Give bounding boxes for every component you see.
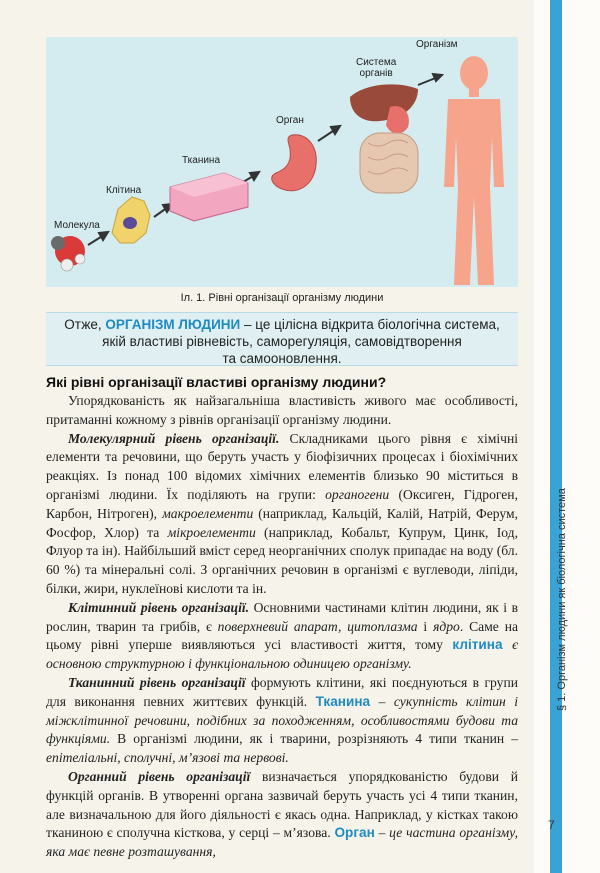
paragraph-organ: Органний рівень організації визначається упорядкованістю будови й функцій органів. В утворенні органа зазвичай беруть участь усі 4 типи тканин, але визначальною для його діяльності є якась одна. Наприклад, у кістках такою тканиною є сполучна кісткова, у серці – м’язова. Орган – це частина організму, яка має певне розташування,: [46, 768, 518, 860]
page-margin: [534, 0, 600, 873]
running-header: § 1. Організм людини як біологічна система: [556, 488, 568, 711]
definition-box: Отже, ОРГАНІЗМ ЛЮДИНИ – це цілісна відкрита біологічна система, якій властиві рівневість, саморегуляція, самовідтворення та самооновлення.: [46, 312, 518, 366]
chapter-stripe: [550, 0, 562, 873]
paragraph-cellular: Клітинний рівень організації. Основними частинами клітин людини, як і в рослин, тварин та грибів, є поверхневий апарат, цитоплазма і ядро. Саме на цьому рівні уперше виявляються усі властивості життя, тому клітина є основною структурною і функціональною одиницею організму.: [46, 599, 519, 672]
levels-illustration: [46, 37, 518, 287]
section-question: Які рівні організації властиві організму людини?: [46, 374, 387, 390]
digestive-system-icon: [350, 84, 418, 193]
levels-figure: [46, 37, 518, 287]
stomach-icon: [272, 135, 317, 191]
page-number: 7: [548, 818, 555, 832]
paragraph-intro: Упорядкованість як найзагальніша властивість живого має особливості, притаманні кожному з рівнів організації організму людини.: [46, 393, 518, 427]
cell-icon: [112, 197, 150, 243]
organ-system-label: Система органів: [356, 57, 397, 79]
tissue-icon: [170, 173, 248, 221]
paragraph-tissue: Тканинний рівень організації формують клітини, які поєднуються в групи для виконання певних життєвих функцій. Тканина – сукупність клітин і міжклітинної речовини, подібних за походженням, особливостями будови та функціями. В організмі людини, як і тварини, розрізняють 4 типи тканин – епітеліальні, сполучні, м’язові та нервові.: [46, 674, 518, 766]
cell-label: Клітина: [106, 185, 142, 196]
paragraph-molecular: Молекулярний рівень організації. Складниками цього рівня є хімічні елементи та речовини, що беруть участь у біофізичних процесах і біохімічних реакціях. Із понад 100 відомих хімічних елементів близько 90 міститься в організмі людини. Їх поділяють на групи: органогени (Оксиген, Гідроген, Карбон, Нітроген), макроелементи (наприклад, Кальцій, Калій, Натрій, Ферум, Фосфор, Хлор) та мікроелементи (наприклад, Кобальт, Купрум, Цинк, Іод, Флуор та ін). Найбільший вміст серед неорганічних сполук припадає на воду (бл. 60 %) та мінеральні солі. З органічних речовин в організмі є вуглеводи, ліпіди, білки, жири, нуклеїнові кислоти та ін.: [46, 430, 519, 596]
body-text: [46, 392, 518, 862]
definition-term: ОРГАНІЗМ ЛЮДИНИ: [105, 317, 241, 332]
organ-label: Орган: [276, 115, 304, 126]
human-body-icon: [444, 56, 504, 285]
molecule-icon: [51, 236, 85, 271]
organism-label: Організм: [416, 39, 458, 50]
tissue-label: Тканина: [182, 155, 221, 166]
molecule-label: Молекула: [54, 220, 100, 231]
figure-caption: Іл. 1. Рівні організації організму людини: [180, 292, 384, 304]
